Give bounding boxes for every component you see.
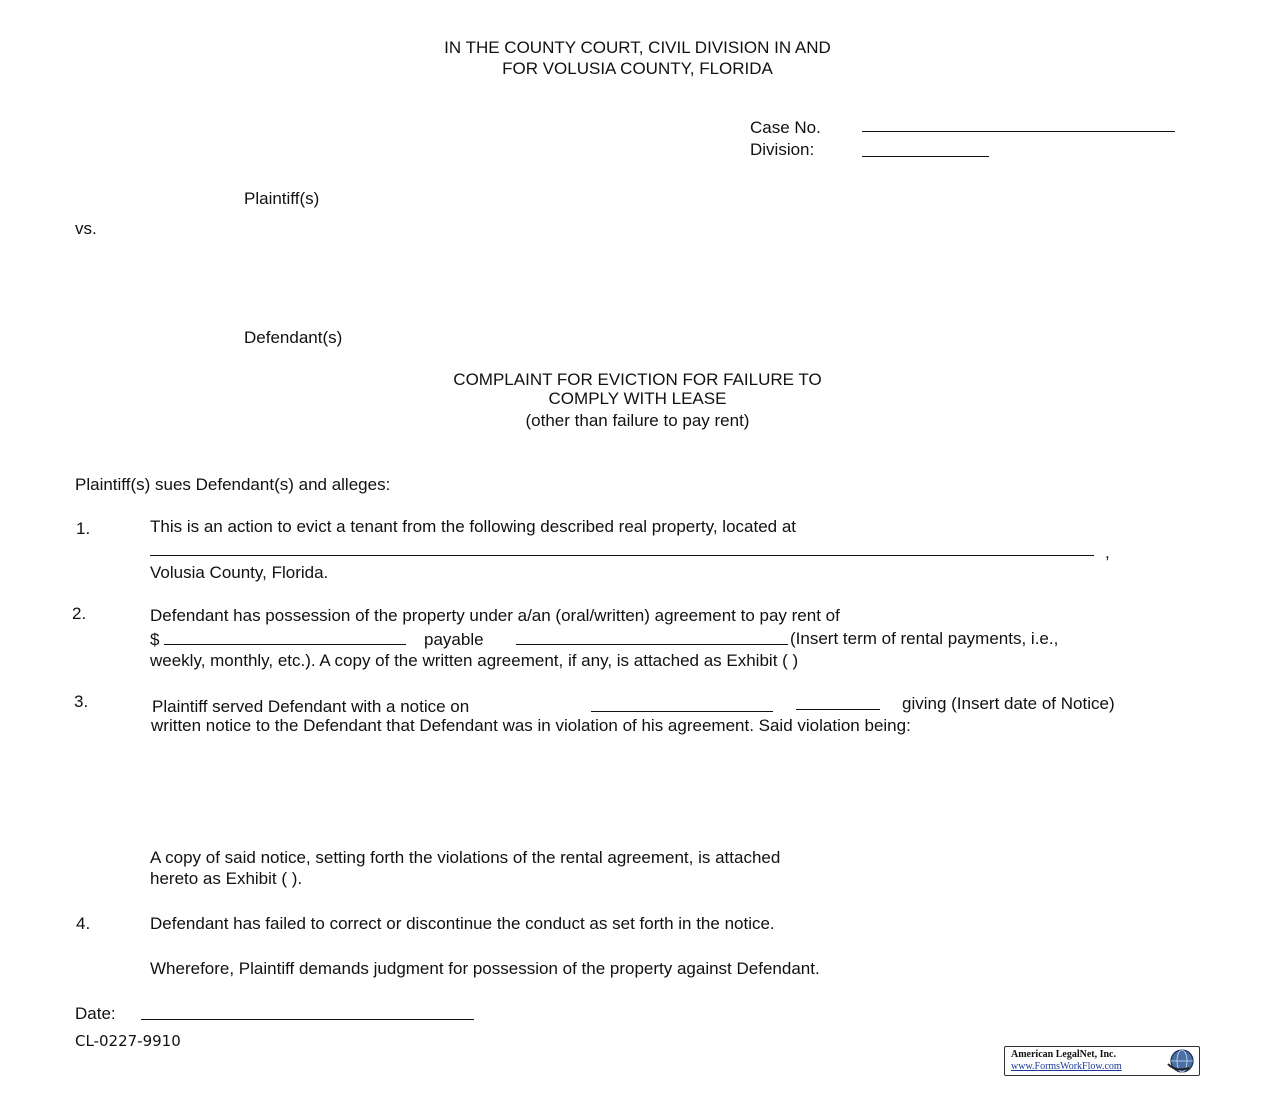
property-location-field[interactable] (150, 555, 1094, 556)
form-code: CL-0227-9910 (75, 1032, 181, 1050)
american-legalnet-logo[interactable] (1004, 1046, 1200, 1076)
paragraph-2-text: Defendant has possession of the property under a/an (oral/written) agreement to pay rent of (150, 606, 840, 625)
wherefore-clause: Wherefore, Plaintiff demands judgment for possession of the property against Defendant. (150, 959, 820, 978)
case-no-label: Case No. (750, 118, 821, 137)
paragraph-3-number: 3. (74, 692, 89, 711)
paragraph-4-number: 4. (76, 914, 91, 933)
payable-label: payable (424, 630, 484, 649)
intro-text: Plaintiff(s) sues Defendant(s) and alleges: (75, 475, 391, 494)
paragraph-3-text-end: giving (Insert date of Notice) (902, 694, 1115, 713)
paragraph-1-county: Volusia County, Florida. (150, 563, 329, 582)
globe-icon (1165, 1048, 1195, 1074)
notice-date-field[interactable] (591, 711, 773, 712)
document-subtitle: (other than failure to pay rent) (525, 411, 750, 430)
paragraph-1-comma: , (1105, 543, 1110, 562)
court-heading-line2: FOR VOLUSIA COUNTY, FLORIDA (502, 59, 773, 78)
date-field[interactable] (141, 1019, 474, 1020)
paragraph-1-text: This is an action to evict a tenant from the following described real property, located at (150, 517, 797, 536)
logo-company-name: American LegalNet, Inc. (1011, 1049, 1116, 1060)
date-label: Date: (75, 1004, 116, 1023)
notice-copy-text-line2: hereto as Exhibit ( ). (150, 869, 303, 888)
payment-term-field[interactable] (516, 644, 788, 645)
defendant-label: Defendant(s) (244, 328, 343, 347)
insert-term-instruction: (Insert term of rental payments, i.e., (790, 629, 1059, 648)
logo-website-link[interactable]: www.FormsWorkFlow.com (1011, 1061, 1122, 1072)
paragraph-2-exhibit-text: weekly, monthly, etc.). A copy of the written agreement, if any, is attached as Exhibit ( ) (150, 651, 799, 670)
paragraph-4-text: Defendant has failed to correct or discontinue the conduct as set forth in the notice. (150, 914, 775, 933)
court-heading-line1: IN THE COUNTY COURT, CIVIL DIVISION IN AND (444, 38, 831, 57)
case-no-field[interactable] (862, 131, 1175, 132)
vs-label: vs. (75, 219, 97, 238)
rent-amount-field[interactable] (164, 644, 406, 645)
document-title-line1: COMPLAINT FOR EVICTION FOR FAILURE TO (453, 370, 822, 389)
division-field[interactable] (862, 156, 989, 157)
notice-days-field[interactable] (796, 709, 880, 710)
paragraph-1-number: 1. (76, 519, 91, 538)
notice-copy-text-line1: A copy of said notice, setting forth the violations of the rental agreement, is attached (150, 848, 781, 867)
paragraph-3-text-start: Plaintiff served Defendant with a notice on (152, 697, 470, 716)
document-title-line2: COMPLY WITH LEASE (548, 389, 727, 408)
dollar-sign: $ (150, 630, 160, 649)
paragraph-3-violation-text: written notice to the Defendant that Defendant was in violation of his agreement. Said violation being: (151, 716, 911, 735)
plaintiff-label: Plaintiff(s) (244, 189, 320, 208)
paragraph-2-number: 2. (72, 604, 87, 623)
division-label: Division: (750, 140, 815, 159)
